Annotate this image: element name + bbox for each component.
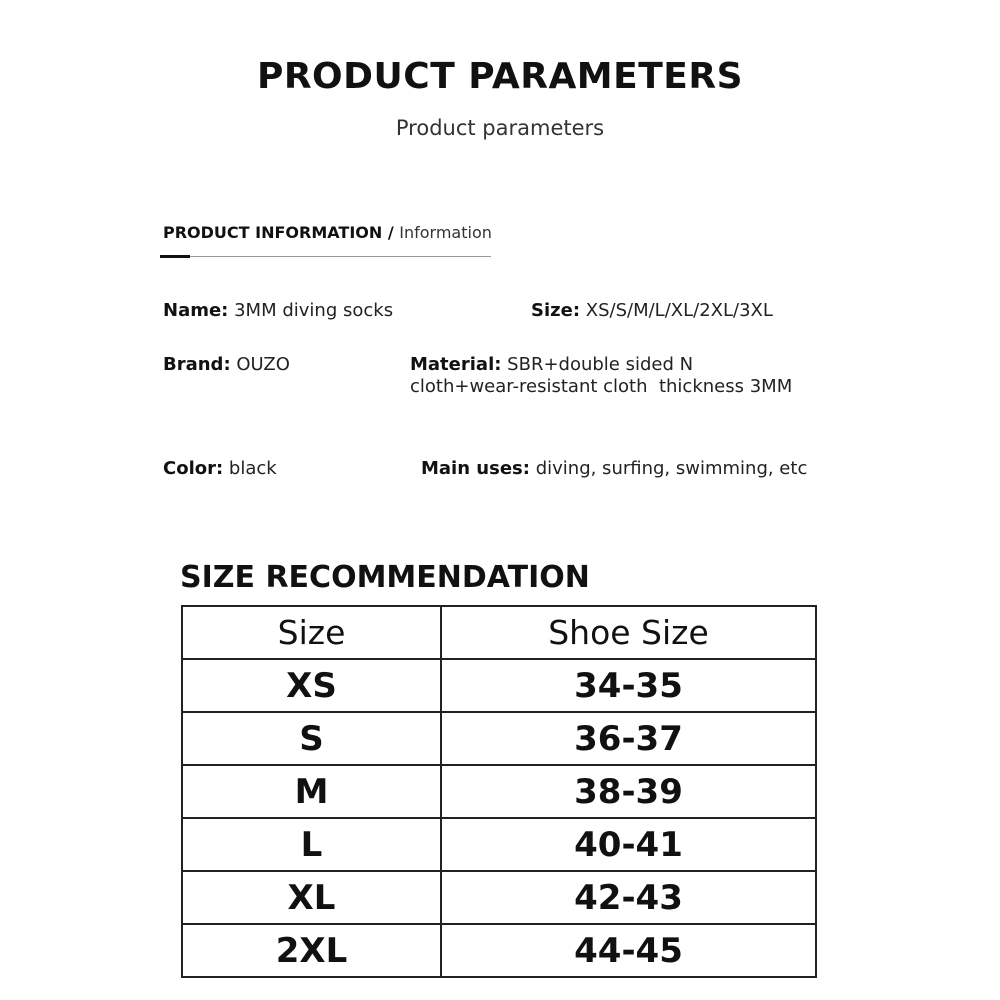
size-cell: 2XL	[182, 924, 441, 977]
table-row	[182, 712, 816, 765]
field-name-label: Name:	[163, 300, 229, 321]
field-color-label: Color:	[163, 458, 224, 479]
size-column-header: Size	[182, 606, 441, 659]
table-row	[182, 659, 816, 712]
field-name	[163, 300, 393, 322]
table-row	[182, 765, 816, 818]
size-table	[181, 605, 817, 978]
info-heading-bold: PRODUCT INFORMATION	[163, 223, 383, 242]
info-heading-light: Information	[399, 223, 492, 242]
field-material	[410, 354, 792, 398]
table-row	[182, 871, 816, 924]
page-title: PRODUCT PARAMETERS	[256, 56, 744, 97]
shoe-size-cell: 40-41	[441, 818, 816, 871]
field-color-value: black	[228, 458, 277, 479]
size-cell: S	[182, 712, 441, 765]
field-main-uses	[421, 458, 807, 480]
field-color	[163, 458, 277, 480]
shoe-size-column-header: Shoe Size	[441, 606, 816, 659]
size-cell: XL	[182, 871, 441, 924]
field-uses-value: diving, surfing, swimming, etc	[535, 458, 808, 479]
field-size	[531, 300, 773, 322]
field-brand-label: Brand:	[163, 354, 231, 375]
heading-divider	[160, 256, 491, 257]
field-size-label: Size:	[531, 300, 581, 321]
field-brand	[163, 354, 290, 376]
page-subtitle: Product parameters	[395, 116, 605, 140]
shoe-size-cell: 44-45	[441, 924, 816, 977]
shoe-size-cell: 36-37	[441, 712, 816, 765]
shoe-size-cell: 42-43	[441, 871, 816, 924]
table-row	[182, 818, 816, 871]
field-material-value-line1: SBR+double sided N	[507, 354, 694, 375]
size-cell: XS	[182, 659, 441, 712]
heading-accent-bar	[160, 255, 190, 258]
field-uses-label: Main uses:	[421, 458, 530, 479]
shoe-size-cell: 34-35	[441, 659, 816, 712]
info-section-heading	[163, 223, 492, 242]
shoe-size-cell: 38-39	[441, 765, 816, 818]
size-table-header-row	[182, 606, 816, 659]
field-material-value-line2: cloth+wear-resistant cloth thickness 3MM	[410, 376, 793, 397]
field-material-label: Material:	[410, 354, 502, 375]
field-brand-value: OUZO	[236, 354, 290, 375]
info-heading-separator: /	[382, 223, 400, 242]
field-name-value: 3MM diving socks	[234, 300, 394, 321]
field-size-value: XS/S/M/L/XL/2XL/3XL	[585, 300, 773, 321]
size-recommendation-title: SIZE RECOMMENDATION	[180, 560, 590, 595]
table-row	[182, 924, 816, 977]
size-cell: L	[182, 818, 441, 871]
size-cell: M	[182, 765, 441, 818]
